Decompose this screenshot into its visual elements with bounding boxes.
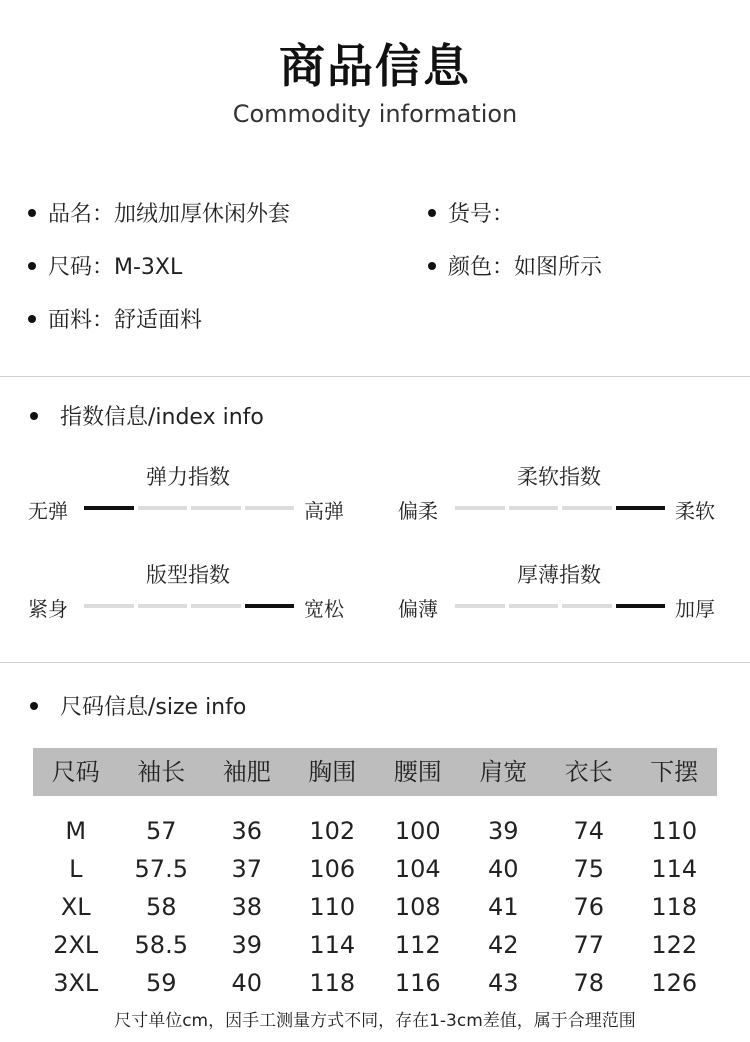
table-row [33,888,717,926]
table-cell: 110 [309,893,356,921]
info-color [428,250,602,281]
table-cell: 114 [651,855,698,883]
table-cell: 106 [309,855,356,883]
index-bar [455,506,665,510]
info-item-no [428,197,514,228]
index-right-label: 宽松 [304,597,344,621]
table-cell: 114 [309,931,356,959]
size-table-header [33,748,717,796]
index-left-label: 偏柔 [398,499,438,523]
index-bar-active-segment [616,604,666,608]
bullet-icon [28,262,36,270]
info-text: 面料：舒适面料 [48,308,203,333]
table-cell: 126 [651,969,698,997]
index-bar-segment [138,506,188,510]
index-bar-segment [245,506,295,510]
table-cell: 57 [145,817,177,845]
index-bar-segment [191,506,241,510]
index-right-label: 柔软 [675,499,715,523]
table-cell: 40 [487,855,519,883]
table-cell: 39 [231,931,263,959]
table-cell: 118 [651,893,698,921]
index-right-label: 高弹 [304,499,344,523]
index-bar-active-segment [84,506,134,510]
table-cell: 78 [573,969,605,997]
table-cell: 42 [487,931,519,959]
table-cell: 118 [309,969,356,997]
index-bar-segment [509,604,559,608]
info-text: 尺码：M-3XL [48,255,183,280]
index-left-label: 无弹 [28,499,68,523]
index-bar-segment [509,506,559,510]
index-bar-segment [455,506,505,510]
table-row [33,964,717,1002]
column-header: 尺码 [51,758,100,786]
index-bar-segment [84,604,134,608]
table-cell: M [65,817,87,845]
info-fabric [28,303,202,334]
size-note: 尺寸单位cm，因手工测量方式不同，存在1-3cm差值，属于合理范围 [114,1011,636,1031]
index-left-label: 偏薄 [398,597,438,621]
index-bar-segment [562,506,612,510]
table-cell: 108 [394,893,441,921]
index-bar [84,604,294,608]
table-cell: 58.5 [134,931,188,959]
bullet-icon [30,702,38,710]
bullet-icon [28,315,36,323]
size-section-heading [30,690,246,721]
table-cell: 110 [651,817,698,845]
table-cell: 38 [231,893,263,921]
table-cell: 57.5 [134,855,188,883]
index-title: 柔软指数 [517,465,601,489]
index-left-label: 紧身 [28,597,68,621]
index-bar-segment [138,604,188,608]
table-cell: 37 [231,855,263,883]
index-title: 厚薄指数 [517,563,601,587]
index-bar-active-segment [245,604,295,608]
divider [0,376,750,377]
size-table [33,748,717,1002]
table-cell: 77 [573,931,605,959]
section-heading-text: 尺码信息/size info [60,695,247,720]
info-product-name [28,197,290,228]
index-right-label: 加厚 [675,597,715,621]
column-header: 袖肥 [222,758,271,786]
info-text: 货号： [448,202,515,227]
index-bar-segment [562,604,612,608]
table-cell: 104 [394,855,441,883]
bullet-icon [428,262,436,270]
info-size [28,250,182,281]
info-text: 品名：加绒加厚休闲外套 [48,202,291,227]
page-title: 商品信息 [279,39,471,93]
index-bar [455,604,665,608]
table-cell: 2XL [53,931,99,959]
section-heading-text: 指数信息/index info [60,405,264,430]
table-cell: 39 [487,817,519,845]
bullet-icon [428,209,436,217]
table-cell: 76 [573,893,605,921]
table-cell: 3XL [53,969,99,997]
table-cell: 112 [394,931,441,959]
table-cell: 41 [487,893,519,921]
table-cell: 100 [394,817,441,845]
column-header: 袖长 [137,758,186,786]
index-bar [84,506,294,510]
page-subtitle: Commodity information [232,100,518,128]
table-cell: 59 [145,969,177,997]
column-header: 肩宽 [479,758,528,786]
column-header: 下摆 [650,758,699,786]
table-cell: 40 [231,969,263,997]
info-text: 颜色：如图所示 [448,255,603,280]
bullet-icon [30,412,38,420]
column-header: 胸围 [308,758,357,786]
table-cell: 102 [309,817,356,845]
index-section-heading [30,400,264,431]
column-header: 衣长 [564,758,613,786]
table-row [33,850,717,888]
column-header: 腰围 [393,758,442,786]
table-row [33,926,717,964]
table-cell: 75 [573,855,605,883]
index-bar-segment [191,604,241,608]
table-cell: 122 [651,931,698,959]
table-cell: 116 [394,969,441,997]
table-cell: L [69,855,83,883]
index-title: 版型指数 [146,563,230,587]
index-title: 弹力指数 [146,465,230,489]
table-cell: 36 [231,817,263,845]
bullet-icon [28,209,36,217]
index-bar-active-segment [616,506,666,510]
table-cell: 74 [573,817,605,845]
divider [0,662,750,663]
table-cell: 58 [145,893,177,921]
table-row [33,812,717,850]
table-cell: 43 [487,969,519,997]
index-bar-segment [455,604,505,608]
table-cell: XL [60,893,91,921]
